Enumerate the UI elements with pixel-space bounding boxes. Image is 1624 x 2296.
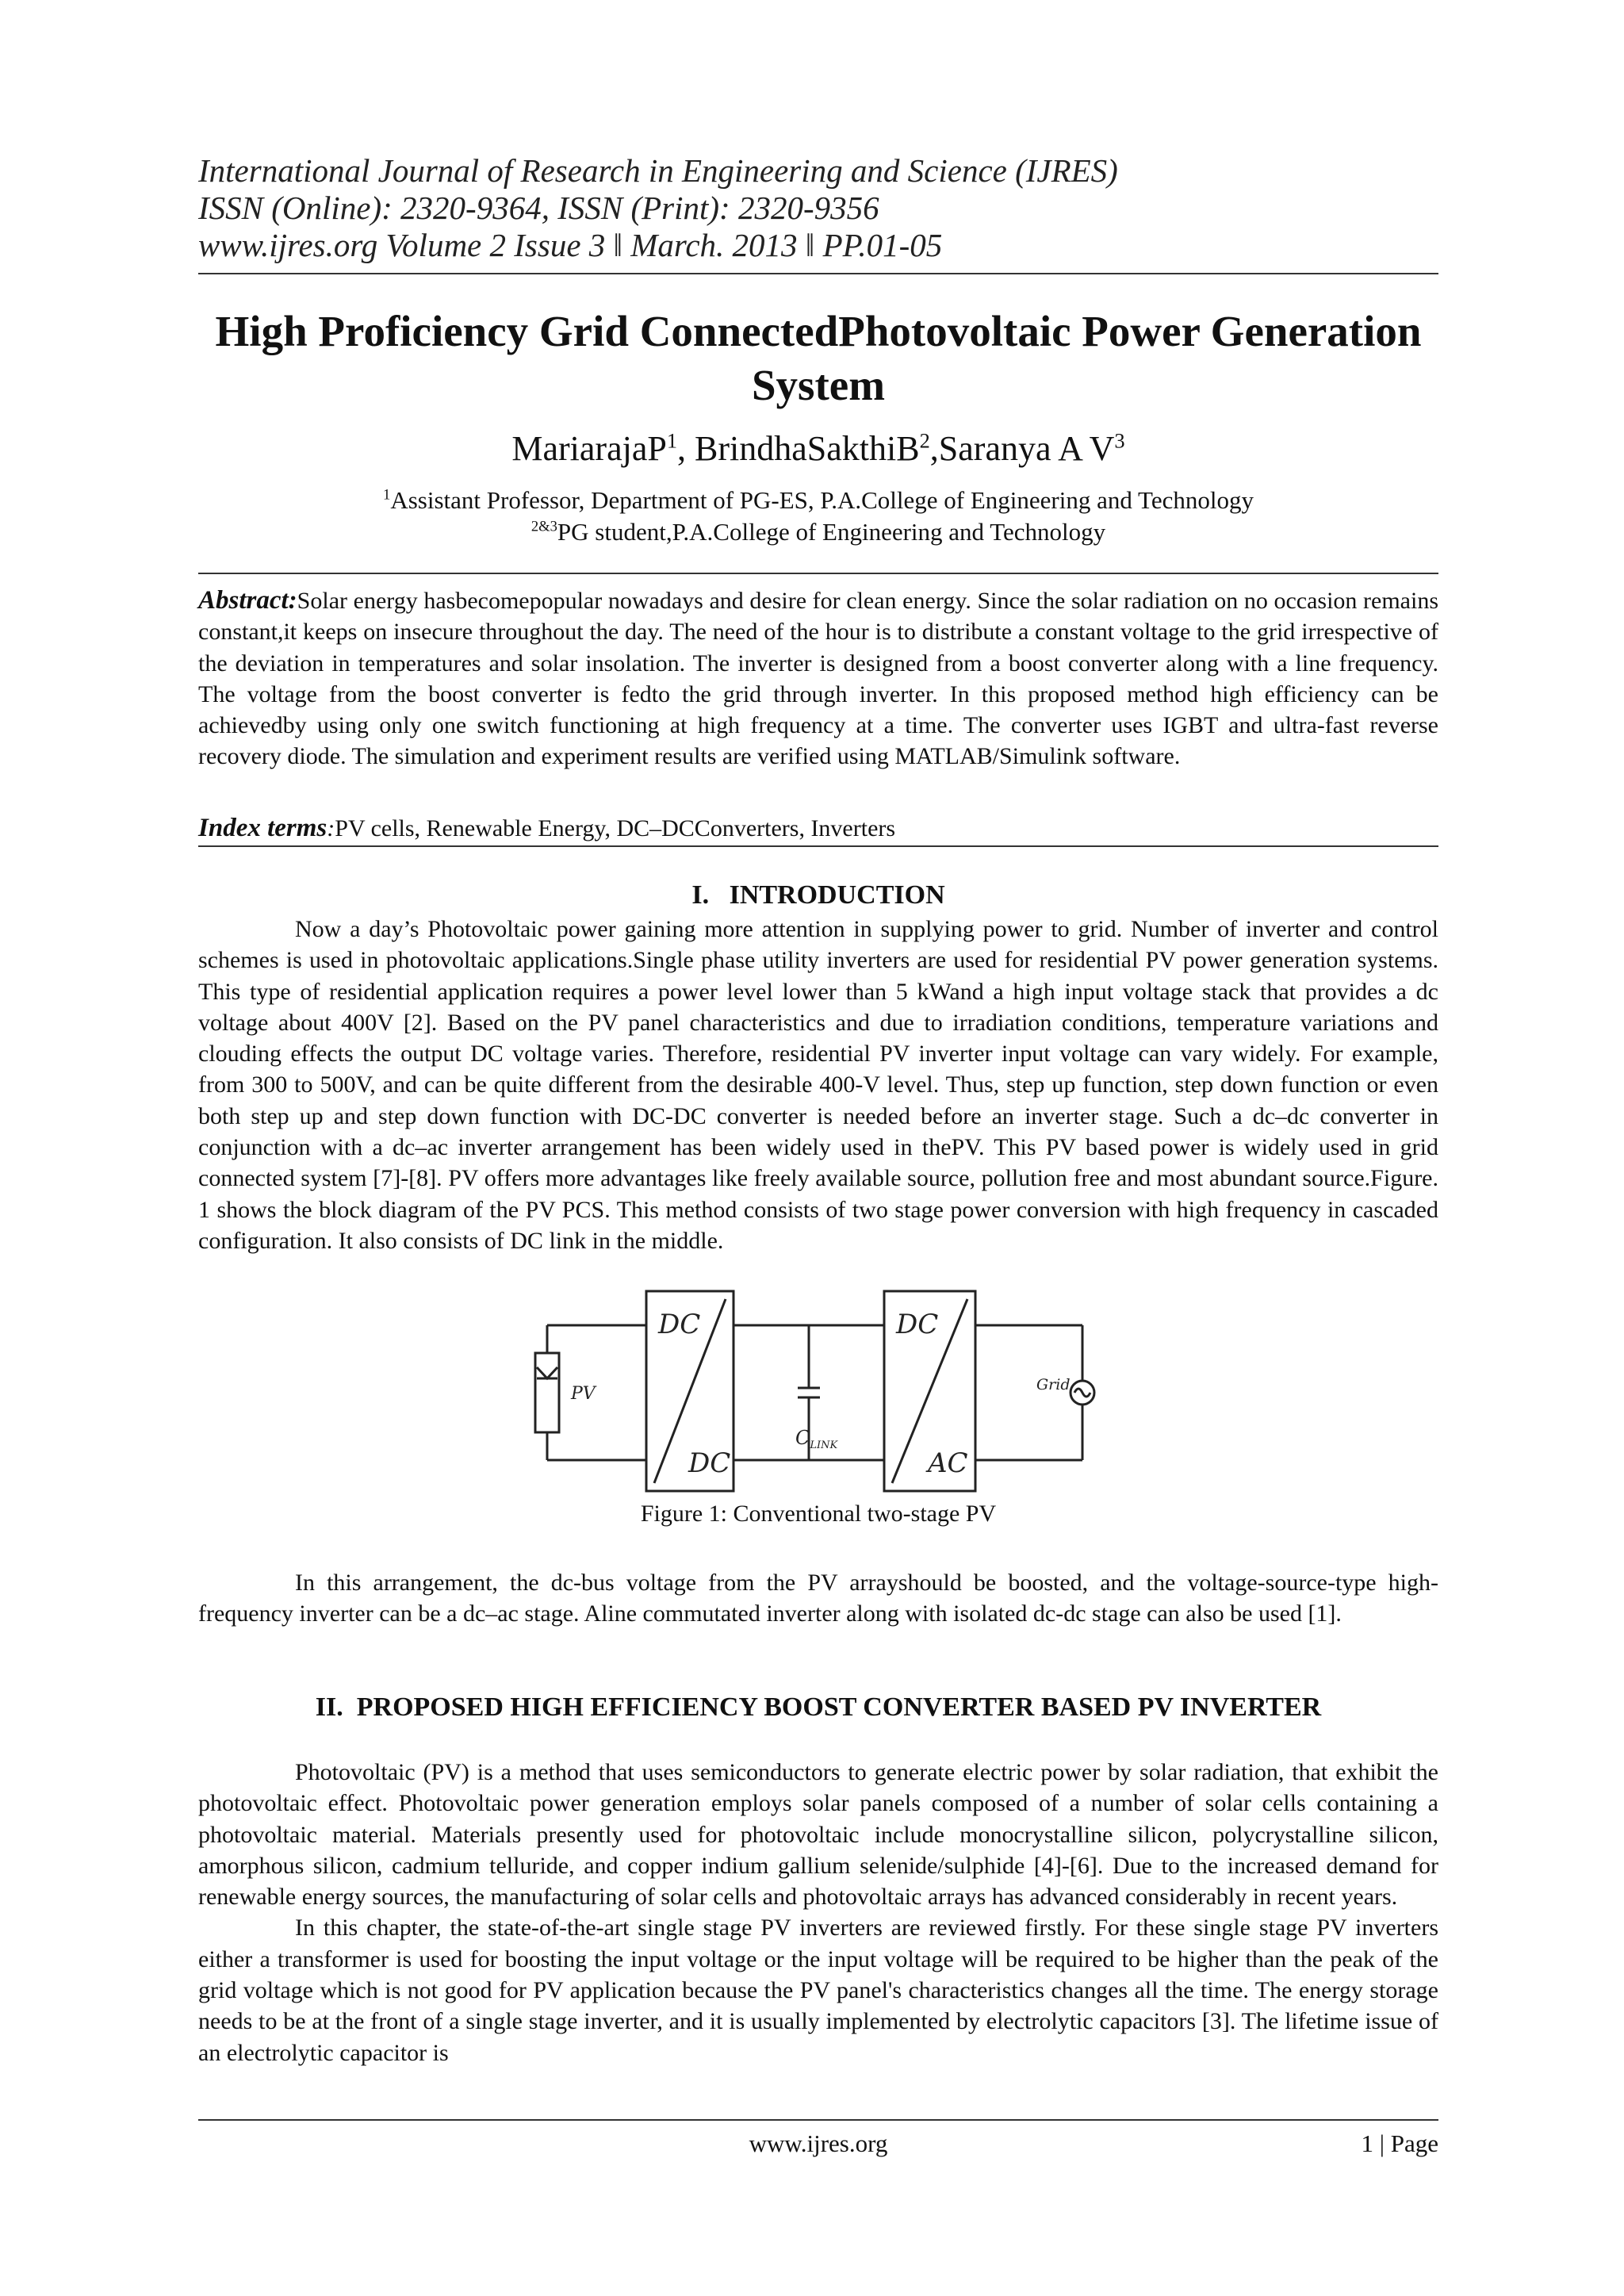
clink-label — [795, 1427, 839, 1451]
footer-website: www.ijres.org — [749, 2129, 888, 2157]
header-rule — [198, 273, 1438, 274]
index-terms-text: PV cells, Renewable Energy, DC–DCConverters, Inverters — [335, 815, 896, 841]
author-name: BrindhaSakthiB — [695, 429, 920, 468]
author-name: Saranya A V — [938, 429, 1115, 468]
author-list — [198, 428, 1438, 470]
affiliation-2 — [198, 517, 1438, 547]
affiliation-1 — [198, 485, 1438, 516]
dc-dc-input-label: DC — [658, 1309, 701, 1340]
author-sup: 2 — [919, 428, 930, 453]
intro-paragraph: In this arrangement, the dc-bus voltage from the PV arrayshould be boosted, and the voltage-source-type high-frequency inverter can be a dc–ac stage. Aline commutated inverter along with isolated dc-dc stage can also be used [1]. — [198, 1570, 1438, 1627]
section2-body — [198, 1757, 1438, 2068]
author-sep: , — [677, 429, 695, 468]
grid-label: Grid — [1036, 1376, 1071, 1393]
index-terms — [198, 812, 1438, 845]
author-sep: , — [929, 429, 939, 468]
journal-issn: ISSN (Online): 2320-9364, ISSN (Print): 2320-9356 — [198, 190, 879, 226]
index-terms-label: Index terms — [198, 814, 327, 842]
abstract-bottom-rule — [198, 845, 1438, 847]
clink-main: C — [795, 1427, 810, 1449]
footer-page-number: 1 | Page — [1361, 2129, 1438, 2157]
journal-name: International Journal of Research in Engineering and Science (IJRES) — [198, 152, 1118, 189]
figure-1-caption: Figure 1: Conventional two-stage PV — [640, 1501, 997, 1527]
affiliation-text: PG student,P.A.College of Engineering and Technology — [557, 518, 1106, 546]
journal-header — [198, 152, 1438, 264]
pv-panel-shape — [535, 1353, 559, 1432]
footer-rule — [198, 2119, 1438, 2121]
pv-label: PV — [571, 1384, 596, 1404]
abstract-text: Solar energy hasbecomepopular nowadays and desire for clean energy. Since the solar radiation on no occasion remains constant,it keeps on insecure throughout the day. The need of the hour is to distribute a constant voltage to the grid irrespective of the deviation in temperatures and solar insolation. The inverter is designed from a boost converter along with a line frequency. The voltage from the boost converter is fedto the grid through inverter. In this proposed method high efficiency can be achievedby using only one switch functioning at high frequency at a time. The converter uses IGBT and ultra-fast reverse recovery diode. The simulation and experiment results are verified using MATLAB/Simulink software. — [198, 588, 1438, 770]
section2-paragraph: Photovoltaic (PV) is a method that uses semiconductors to generate electric power by solar radiation, that exhibit the photovoltaic effect. Photovoltaic power generation employs solar panels composed of a number of solar cells containing a photovoltaic material. Materials presently used for photovoltaic include monocrystalline silicon, polycrystalline silicon, amorphous silicon, cadmium telluride, and copper indium gallium selenide/sulphide [4]-[6]. Due to the increased demand for renewable energy sources, the manufacturing of solar cells and photovoltaic arrays has advanced considerably in recent years. — [198, 1759, 1438, 1911]
section-heading-introduction: I. INTRODUCTION — [691, 880, 945, 910]
author-sup: 3 — [1114, 428, 1125, 453]
author-sup: 1 — [666, 428, 678, 453]
author-name: MariarajaP — [511, 429, 667, 468]
intro-body-continued — [198, 1567, 1438, 1630]
dc-ac-output-label: AC — [928, 1447, 968, 1479]
index-terms-colon: : — [327, 815, 335, 841]
journal-volume: www.ijres.org Volume 2 Issue 3 ǁ March. 2013 ǁ PP.01-05 — [198, 227, 943, 263]
intro-paragraph: Now a day’s Photovoltaic power gaining more attention in supplying power to grid. Number of inverter and control schemes is used in photovoltaic applications.Single phase utility inverters are used for residential PV power generation systems. This type of residential application requires a power level lower than 5 kWand a high input voltage stack that provides a dc voltage about 400V [2]. Based on the PV panel characteristics and due to irradiation conditions, temperature variations and clouding effects the output DC voltage varies. Therefore, residential PV inverter input voltage can vary widely. For example, from 300 to 500V, and can be quite different from the desirable 400-V level. Thus, step up function, step down function or even both step up and step down function with DC-DC converter is needed before an inverter stage. Such a dc–dc converter in conjunction with a dc–ac inverter arrangement has been widely used in thePV. This PV based power is widely used in grid connected system [7]-[8]. PV offers more advantages like freely available source, pollution free and most abundant source.Figure. 1 shows the block diagram of the PV PCS. This method consists of two stage power conversion with high frequency in cascaded configuration. It also consists of DC link in the middle. — [198, 916, 1438, 1254]
figure-1-block-diagram — [515, 1290, 1308, 1493]
abstract-label: Abstract: — [198, 586, 297, 615]
paper-title: High Proficiency Grid ConnectedPhotovoltaic Power Generation System — [215, 307, 1422, 409]
clink-sub: LINK — [810, 1439, 838, 1451]
paper-page — [198, 0, 1438, 2296]
intro-body — [198, 914, 1438, 1256]
affiliation-sup: 1 — [383, 486, 391, 504]
affiliation-text: Assistant Professor, Department of PG-ES, P.A.College of Engineering and Technology — [390, 486, 1254, 514]
section2-paragraph: In this chapter, the state-of-the-art single stage PV inverters are reviewed firstly. For these single stage PV inverters either a transformer is used for boosting the input voltage or the input voltage will be required to be higher than the peak of the grid voltage which is not good for PV application because the PV panel's characteristics changes all the time. The energy storage needs to be at the front of a single stage inverter, and it is usually implemented by electrolytic capacitors [3]. The lifetime issue of an electrolytic capacitor is — [198, 1915, 1438, 2066]
dc-dc-output-label: DC — [688, 1447, 731, 1479]
abstract — [198, 585, 1438, 772]
section-heading-proposed: II. PROPOSED HIGH EFFICIENCY BOOST CONVERTER BASED PV INVERTER — [315, 1692, 1322, 1722]
abstract-top-rule — [198, 573, 1438, 574]
dc-ac-input-label: DC — [896, 1309, 939, 1340]
affiliation-sup: 2&3 — [530, 518, 557, 535]
